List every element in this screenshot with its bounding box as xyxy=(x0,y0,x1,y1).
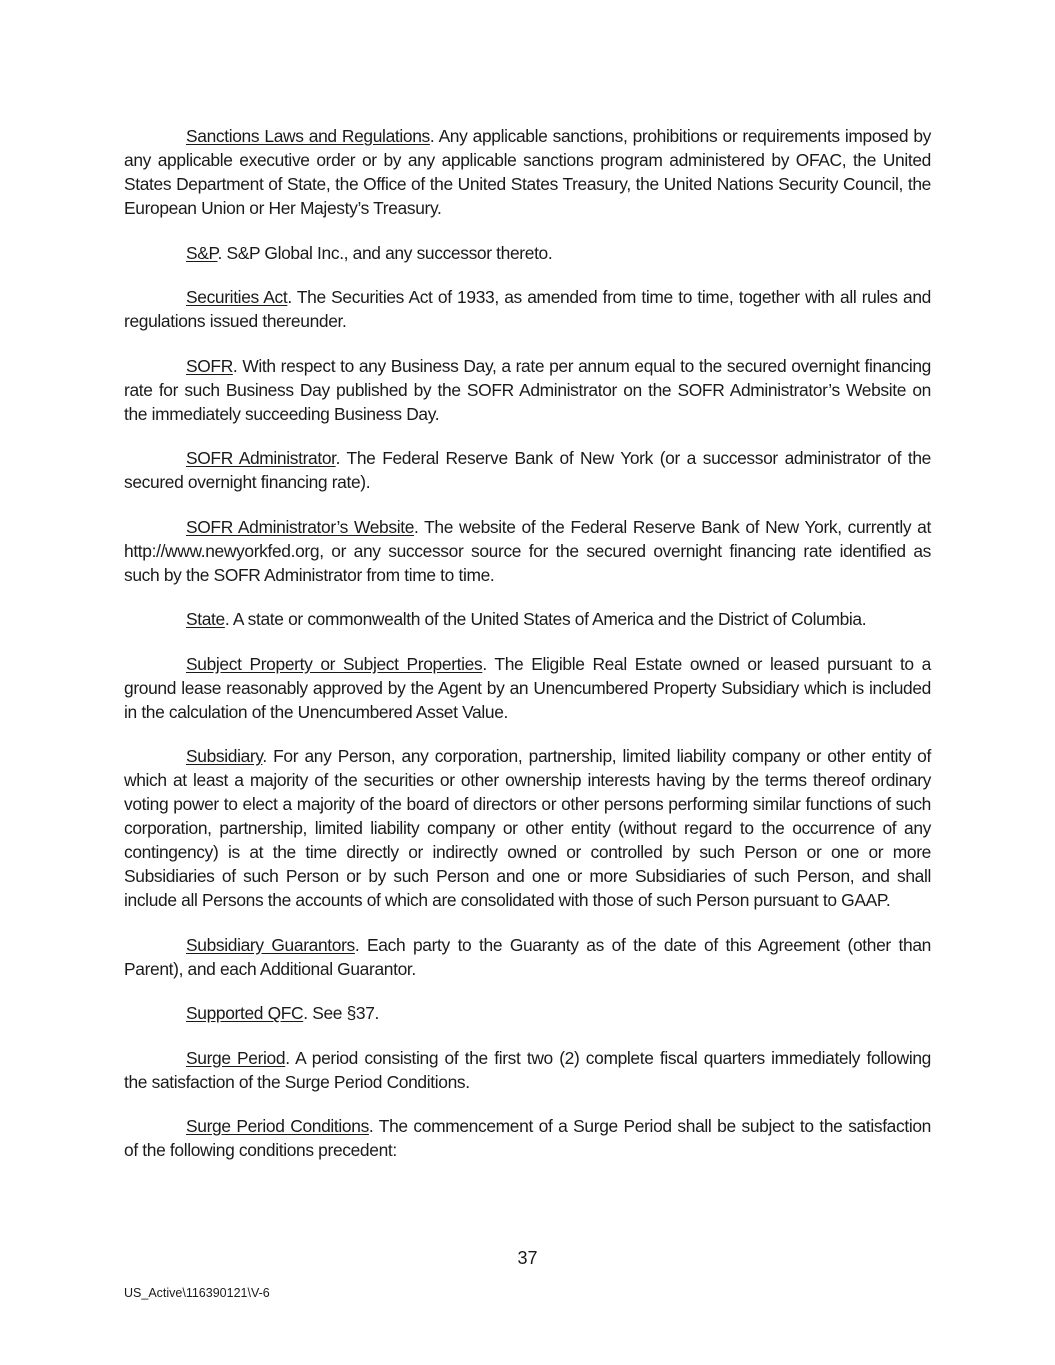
definition-text: A period consisting of the first two (2) complete fiscal quarters immediately following the satisfaction of the Surge Period Conditions. xyxy=(124,1047,931,1092)
defined-term: Surge Period Conditions xyxy=(186,1116,369,1136)
defined-term: Supported QFC xyxy=(186,1003,304,1023)
definition-sofr-administrator-website: SOFR Administrator’s Website. The website of the Federal Reserve Bank of New York, currently at http://www.newyorkfed.org, or any successor source for the secured overnight financing rate identified as such by the SOFR Administrator from time to time. xyxy=(124,516,931,585)
defined-term: SOFR xyxy=(186,355,233,376)
definition-surge-period: Surge Period. A period consisting of the first two (2) complete fiscal quarters immediately following the satisfaction of the Surge Period Conditions. xyxy=(124,1047,931,1092)
definition-text: With respect to any Business Day, a rate per annum equal to the secured overnight financing rate for such Business Day published by the SOFR Administrator on the SOFR Administrator’s Website on the immediately succeeding Business Day. xyxy=(124,355,931,424)
defined-term: SOFR Administrator xyxy=(186,448,336,468)
definition-subsidiary-guarantors: Subsidiary Guarantors. Each party to the Guaranty as of the date of this Agreement (other than Parent), and each Additional Guarantor. xyxy=(124,934,931,979)
definition-surge-period-conditions: Surge Period Conditions. The commencement of a Surge Period shall be subject to the satisfaction of the following conditions precedent: xyxy=(124,1116,931,1160)
definition-text: The Federal Reserve Bank of New York (or a successor administrator of the secured overnight financing rate). xyxy=(124,448,931,492)
definition-subject-property: Subject Property or Subject Properties. The Eligible Real Estate owned or leased pursuant to a ground lease reasonably approved by the Agent by an Unencumbered Property Subsidiary which is included in the calculation of the Unencumbered Asset Value. xyxy=(124,653,931,722)
definition-text: The Securities Act of 1933, as amended from time to time, together with all rules and regulations issued thereunder. xyxy=(124,287,931,331)
defined-term: State xyxy=(186,609,225,629)
defined-term: Subsidiary Guarantors xyxy=(186,934,355,955)
defined-term: Subject Property or Subject Properties xyxy=(186,653,483,674)
definition-subsidiary: Subsidiary. For any Person, any corporation, partnership, limited liability company or other entity of which at least a majority of the securities or other ownership interests having by the terms thereof ordinary voting power to elect a majority of the board of directors or other persons performing similar functions of such corporation, partnership, limited liability company or other entity (without regard to the occurrence of any contingency) is at the time directly or indirectly owned or controlled by such Person or one or more Subsidiaries of such Person or by such Person and one or more Subsidiaries of such Person, and shall include all Persons the accounts of which are consolidated with those of such Person pursuant to GAAP. xyxy=(124,746,931,910)
definition-securities-act: Securities Act. The Securities Act of 1933, as amended from time to time, together with all rules and regulations issued thereunder. xyxy=(124,287,931,331)
defined-term: Sanctions Laws and Regulations xyxy=(186,126,430,146)
defined-term: Subsidiary xyxy=(186,746,263,766)
page-number: 37 xyxy=(517,1248,538,1268)
definition-text: A state or commonwealth of the United States of America and the District of Columbia. xyxy=(232,609,867,629)
defined-term: SOFR Administrator’s Website xyxy=(186,516,415,537)
definition-text: S&P Global Inc., and any successor thereto. xyxy=(226,242,553,263)
defined-term: S&P xyxy=(186,242,218,263)
definition-text: The commencement of a Surge Period shall be subject to the satisfaction of the following conditions precedent: xyxy=(124,1116,931,1160)
document-body xyxy=(124,124,931,1183)
definition-supported-qfc: Supported QFC. See §37. xyxy=(186,1003,380,1023)
definition-sanctions-laws: Sanctions Laws and Regulations. Any applicable sanctions, prohibitions or requirements imposed by any applicable executive order or by any applicable sanctions program administered by OFAC, the United States Department of State, the Office of the United States Treasury, the United Nations Security Council, the European Union or Her Majesty’s Treasury. xyxy=(124,126,931,218)
definition-text: The Eligible Real Estate owned or leased pursuant to a ground lease reasonably approved by the Agent by an Unencumbered Property Subsidiary which is included in the calculation of the Unencumbered Asset Value. xyxy=(124,653,931,722)
definition-state: State. A state or commonwealth of the United States of America and the District of Columbia. xyxy=(186,609,867,629)
definition-text: Each party to the Guaranty as of the date of this Agreement (other than Parent), and each Additional Guarantor. xyxy=(124,934,931,979)
definition-text: See §37. xyxy=(312,1003,380,1023)
definition-s-and-p: S&P. S&P Global Inc., and any successor thereto. xyxy=(186,242,553,263)
definition-text: For any Person, any corporation, partnership, limited liability company or other entity of which at least a majority of the securities or other ownership interests having by the terms thereof ordinary voting power to elect a majority of the board of directors or other persons performing similar functions of such corporation, partnership, limited liability company or other entity (without regard to the occurrence of any contingency) is at the time directly or indirectly owned or controlled by such Person or one or more Subsidiaries of such Person or by such Person and one or more Subsidiaries of such Person, and shall include all Persons the accounts of which are consolidated with those of such Person pursuant to GAAP. xyxy=(124,746,931,910)
definition-text: Any applicable sanctions, prohibitions or requirements imposed by any applicable executive order or by any applicable sanctions program administered by OFAC, the United States Department of State, the Office of the United States Treasury, the United Nations Security Council, the European Union or Her Majesty’s Treasury. xyxy=(124,126,931,218)
document-id: US_Active\116390121\V-6 xyxy=(124,1286,270,1300)
defined-term: Surge Period xyxy=(186,1047,286,1068)
defined-term: Securities Act xyxy=(186,287,288,307)
definition-sofr-administrator: SOFR Administrator. The Federal Reserve Bank of New York (or a successor administrator of the secured overnight financing rate). xyxy=(124,448,931,492)
definition-text: The website of the Federal Reserve Bank of New York, currently at http://www.newyorkfed.org, or any successor source for the secured overnight financing rate identified as such by the SOFR Administrator from time to time. xyxy=(124,516,931,585)
definition-sofr: SOFR. With respect to any Business Day, a rate per annum equal to the secured overnight financing rate for such Business Day published by the SOFR Administrator on the SOFR Administrator’s Website on the immediately succeeding Business Day. xyxy=(124,355,931,424)
